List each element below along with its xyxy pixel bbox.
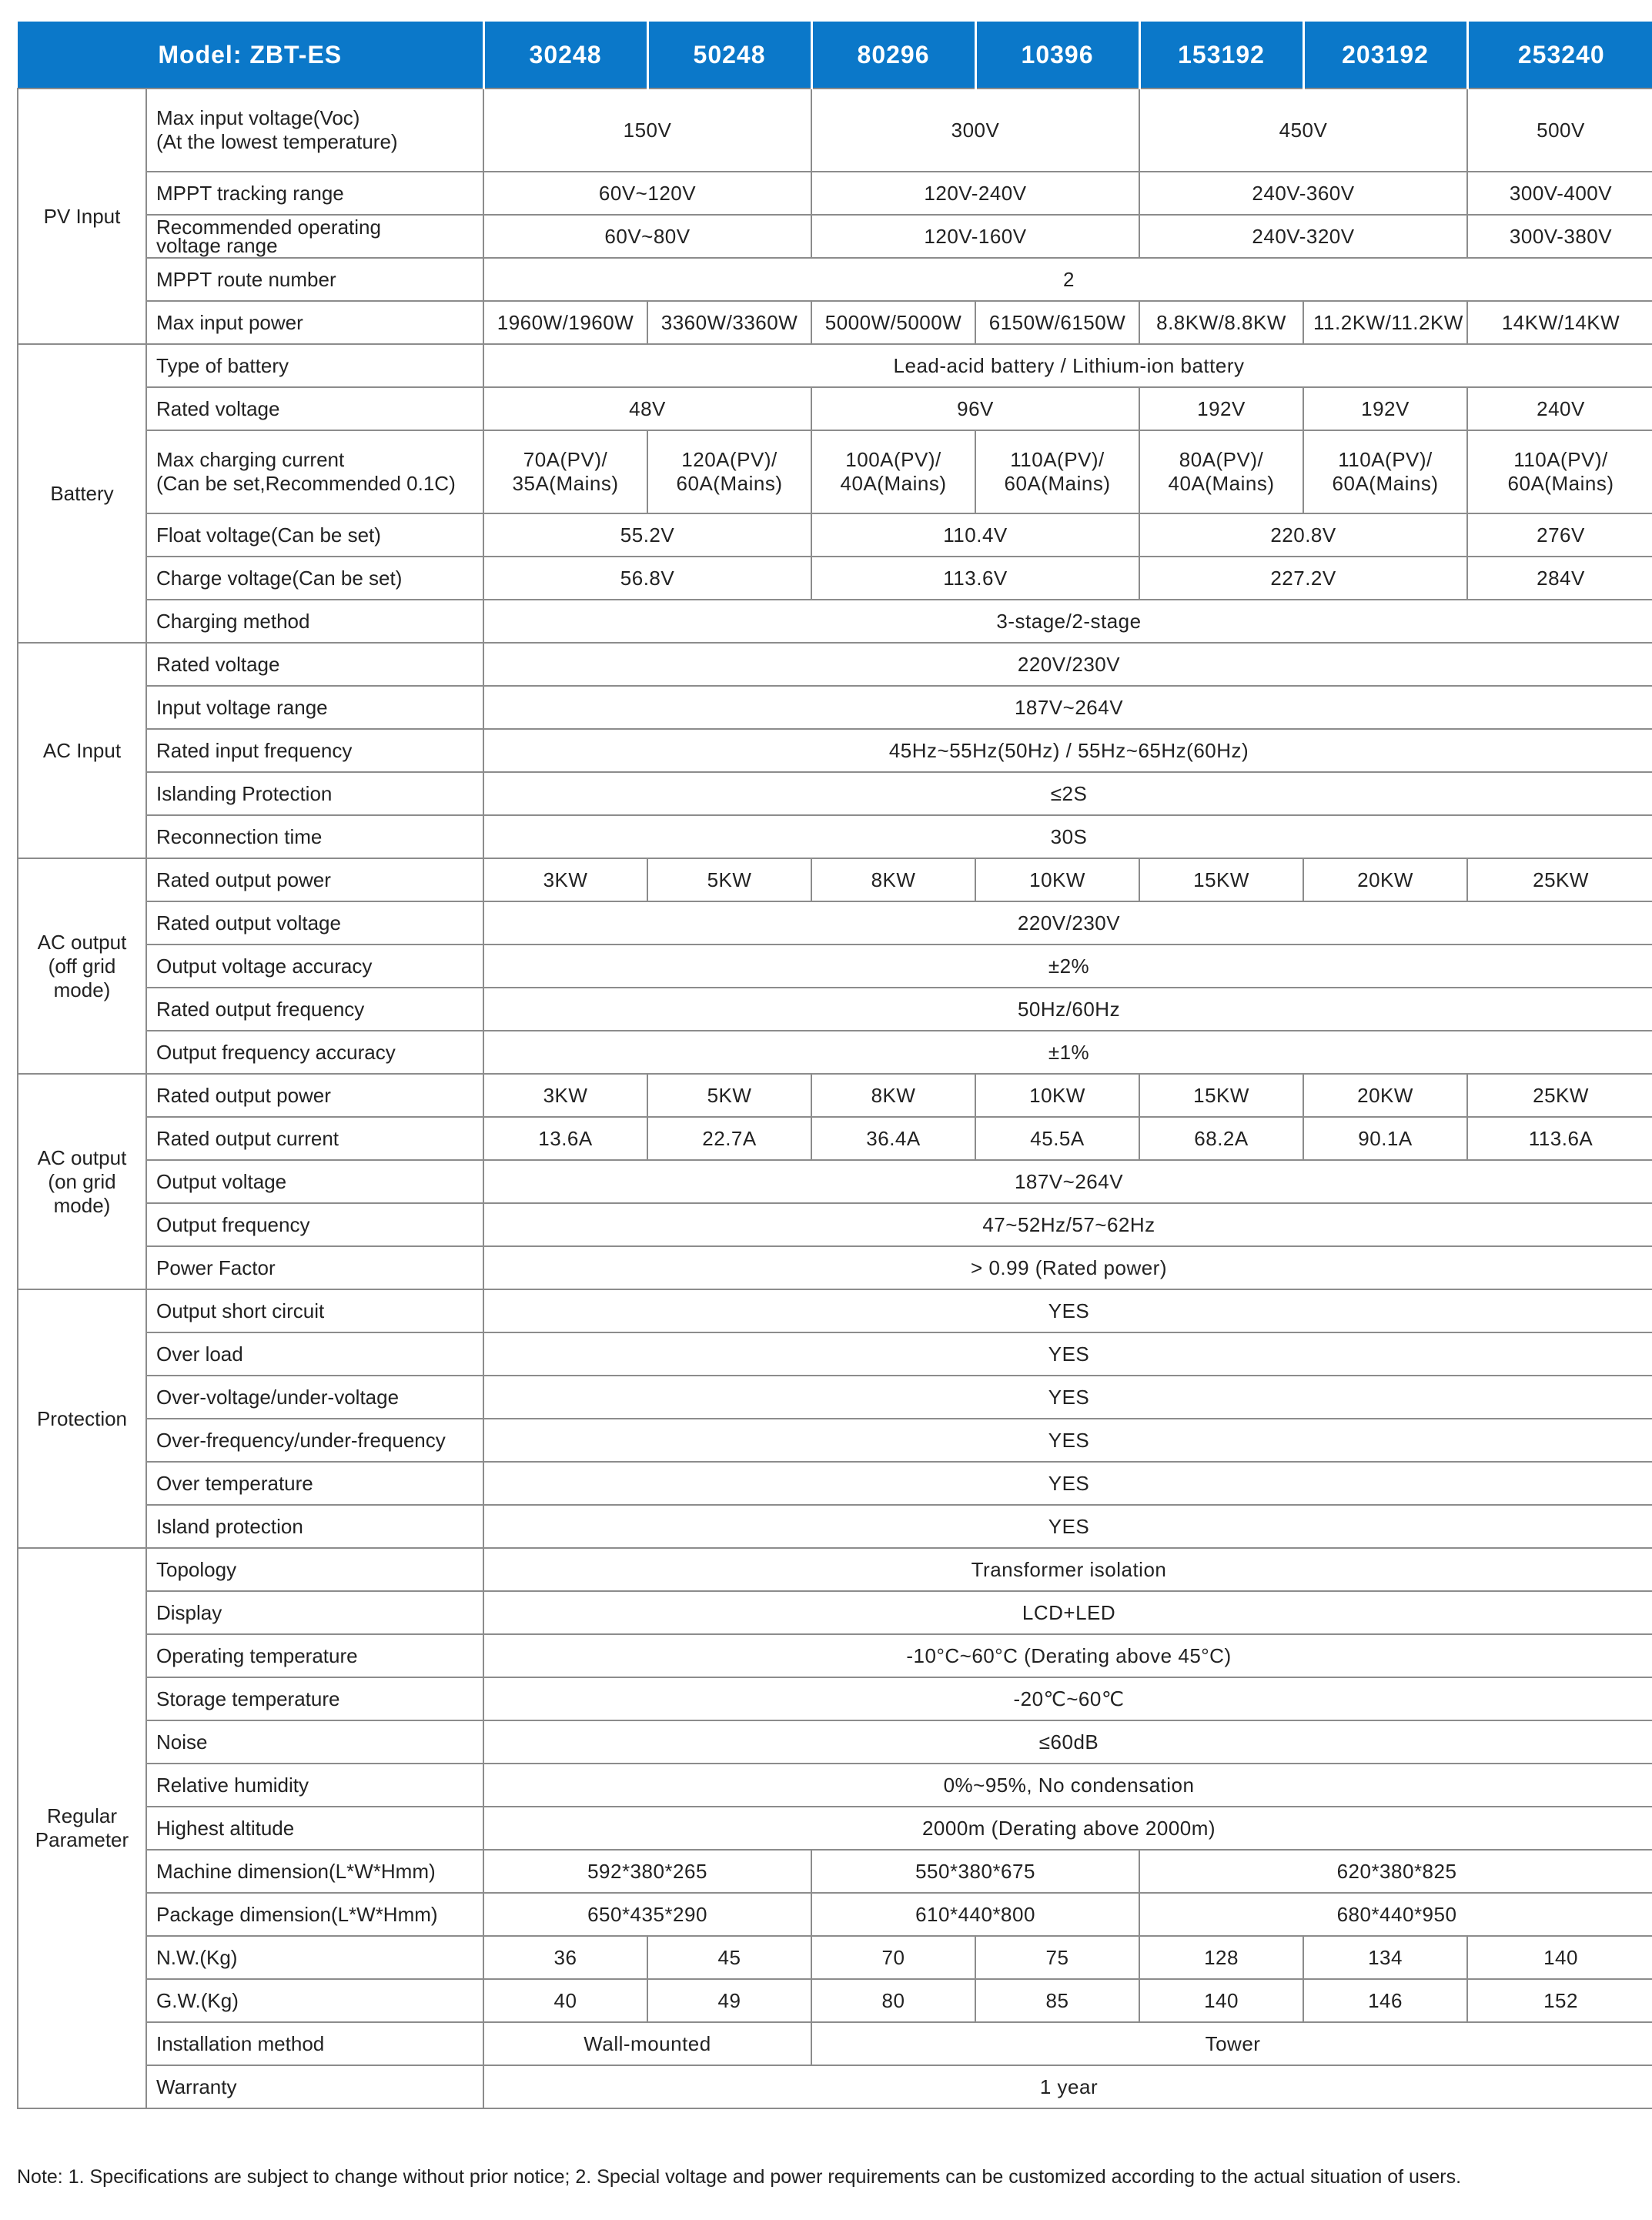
group-label: Regular Parameter xyxy=(18,1548,146,2108)
spec-row xyxy=(18,600,1652,643)
spec-row xyxy=(18,1677,1652,1720)
param-label: Over temperature xyxy=(146,1462,483,1505)
value-cell: 36.4A xyxy=(811,1117,975,1160)
value-cell: 20KW xyxy=(1303,1074,1467,1117)
param-label: Output frequency accuracy xyxy=(146,1031,483,1074)
param-label: Highest altitude xyxy=(146,1807,483,1850)
model-header: 153192 xyxy=(1139,22,1303,89)
spec-row xyxy=(18,215,1652,258)
spec-row xyxy=(18,430,1652,513)
value-cell: 45.5A xyxy=(975,1117,1139,1160)
value-cell: 140 xyxy=(1467,1936,1652,1979)
value-cell: 610*440*800 xyxy=(811,1893,1139,1936)
spec-row xyxy=(18,1764,1652,1807)
group-label: Battery xyxy=(18,344,146,643)
value-cell: 45Hz~55Hz(50Hz) / 55Hz~65Hz(60Hz) xyxy=(483,729,1652,772)
param-label: Max input voltage(Voc) (At the lowest temperature) xyxy=(146,89,483,172)
spec-row xyxy=(18,1289,1652,1332)
value-cell: 3KW xyxy=(483,1074,647,1117)
value-cell: 276V xyxy=(1467,513,1652,557)
spec-row xyxy=(18,1634,1652,1677)
value-cell: 49 xyxy=(647,1979,811,2022)
param-label: Package dimension(L*W*Hmm) xyxy=(146,1893,483,1936)
param-label: Max input power xyxy=(146,301,483,344)
value-cell: YES xyxy=(483,1376,1652,1419)
value-cell: YES xyxy=(483,1505,1652,1548)
spec-row xyxy=(18,344,1652,387)
value-cell: 3-stage/2-stage xyxy=(483,600,1652,643)
value-cell: 5KW xyxy=(647,858,811,901)
value-cell: 300V-380V xyxy=(1467,215,1652,258)
value-cell: 11.2KW/11.2KW xyxy=(1303,301,1467,344)
value-cell: 550*380*675 xyxy=(811,1850,1139,1893)
value-cell: 13.6A xyxy=(483,1117,647,1160)
spec-row xyxy=(18,301,1652,344)
value-cell: 60V~120V xyxy=(483,172,811,215)
value-cell: 6150W/6150W xyxy=(975,301,1139,344)
spec-row xyxy=(18,1807,1652,1850)
group-label: AC output (off grid mode) xyxy=(18,858,146,1074)
value-cell: 1 year xyxy=(483,2065,1652,2108)
value-cell: 120V-160V xyxy=(811,215,1139,258)
value-cell: 14KW/14KW xyxy=(1467,301,1652,344)
value-cell: 5KW xyxy=(647,1074,811,1117)
spec-row xyxy=(18,1548,1652,1591)
param-label: Noise xyxy=(146,1720,483,1764)
param-label: Power Factor xyxy=(146,1246,483,1289)
value-cell: 25KW xyxy=(1467,1074,1652,1117)
value-cell: YES xyxy=(483,1419,1652,1462)
value-cell: 187V~264V xyxy=(483,1160,1652,1203)
value-cell: 100A(PV)/ 40A(Mains) xyxy=(811,430,975,513)
value-cell: 110A(PV)/ 60A(Mains) xyxy=(1303,430,1467,513)
value-cell: 15KW xyxy=(1139,1074,1303,1117)
param-label: Over load xyxy=(146,1332,483,1376)
param-label: Rated output power xyxy=(146,1074,483,1117)
value-cell: -10°C~60°C (Derating above 45°C) xyxy=(483,1634,1652,1677)
value-cell: 192V xyxy=(1139,387,1303,430)
value-cell: 2 xyxy=(483,258,1652,301)
value-cell: 120V-240V xyxy=(811,172,1139,215)
spec-row xyxy=(18,1979,1652,2022)
spec-sheet xyxy=(17,22,1652,2109)
spec-row xyxy=(18,1160,1652,1203)
value-cell: > 0.99 (Rated power) xyxy=(483,1246,1652,1289)
spec-row xyxy=(18,1893,1652,1936)
model-header: 253240 xyxy=(1467,22,1652,89)
value-cell: 1960W/1960W xyxy=(483,301,647,344)
value-cell: 192V xyxy=(1303,387,1467,430)
spec-row xyxy=(18,1074,1652,1117)
spec-row xyxy=(18,1031,1652,1074)
value-cell: 8.8KW/8.8KW xyxy=(1139,301,1303,344)
group-label: AC output (on grid mode) xyxy=(18,1074,146,1289)
param-label: G.W.(Kg) xyxy=(146,1979,483,2022)
value-cell: 50Hz/60Hz xyxy=(483,988,1652,1031)
value-cell: 240V-320V xyxy=(1139,215,1467,258)
value-cell: 113.6V xyxy=(811,557,1139,600)
value-cell: 70 xyxy=(811,1936,975,1979)
value-cell: 40 xyxy=(483,1979,647,2022)
value-cell: 48V xyxy=(483,387,811,430)
param-label: Charge voltage(Can be set) xyxy=(146,557,483,600)
param-label: Machine dimension(L*W*Hmm) xyxy=(146,1850,483,1893)
value-cell: 500V xyxy=(1467,89,1652,172)
param-label: Output short circuit xyxy=(146,1289,483,1332)
footnote: Note: 1. Specifications are subject to change without prior notice; 2. Special voltage and power requirements can be customized according to the actual situation of users. xyxy=(17,2166,1462,2188)
spec-row xyxy=(18,815,1652,858)
spec-table-body xyxy=(18,89,1652,2108)
group-label: PV Input xyxy=(18,89,146,344)
spec-row xyxy=(18,2022,1652,2065)
value-cell: ±2% xyxy=(483,945,1652,988)
value-cell: 3KW xyxy=(483,858,647,901)
value-cell: 22.7A xyxy=(647,1117,811,1160)
value-cell: 96V xyxy=(811,387,1139,430)
spec-row xyxy=(18,1720,1652,1764)
value-cell: YES xyxy=(483,1462,1652,1505)
value-cell: 152 xyxy=(1467,1979,1652,2022)
value-cell: 113.6A xyxy=(1467,1117,1652,1160)
value-cell: 80 xyxy=(811,1979,975,2022)
param-label: Island protection xyxy=(146,1505,483,1548)
value-cell: 36 xyxy=(483,1936,647,1979)
model-header: 30248 xyxy=(483,22,647,89)
spec-row xyxy=(18,258,1652,301)
param-label: Type of battery xyxy=(146,344,483,387)
param-label: Output frequency xyxy=(146,1203,483,1246)
value-cell: 300V-400V xyxy=(1467,172,1652,215)
param-label: Rated output power xyxy=(146,858,483,901)
spec-row xyxy=(18,513,1652,557)
param-label: Over-frequency/under-frequency xyxy=(146,1419,483,1462)
value-cell: 450V xyxy=(1139,89,1467,172)
value-cell: 3360W/3360W xyxy=(647,301,811,344)
value-cell: 220.8V xyxy=(1139,513,1467,557)
value-cell: 150V xyxy=(483,89,811,172)
param-label: Recommended operating voltage range xyxy=(146,215,483,258)
spec-row xyxy=(18,1246,1652,1289)
model-header: 50248 xyxy=(647,22,811,89)
param-label: Max charging current (Can be set,Recommended 0.1C) xyxy=(146,430,483,513)
spec-row xyxy=(18,2065,1652,2108)
value-cell: 75 xyxy=(975,1936,1139,1979)
param-label: Rated voltage xyxy=(146,643,483,686)
value-cell: Wall-mounted xyxy=(483,2022,811,2065)
param-label: Relative humidity xyxy=(146,1764,483,1807)
value-cell: 25KW xyxy=(1467,858,1652,901)
param-label: Rated voltage xyxy=(146,387,483,430)
param-label: Installation method xyxy=(146,2022,483,2065)
param-label: Rated input frequency xyxy=(146,729,483,772)
value-cell: 284V xyxy=(1467,557,1652,600)
value-cell: LCD+LED xyxy=(483,1591,1652,1634)
param-label: MPPT route number xyxy=(146,258,483,301)
group-label: AC Input xyxy=(18,643,146,858)
value-cell: Lead-acid battery / Lithium-ion battery xyxy=(483,344,1652,387)
value-cell: Transformer isolation xyxy=(483,1548,1652,1591)
model-label: Model: ZBT-ES xyxy=(18,22,483,89)
spec-row xyxy=(18,729,1652,772)
param-label: Rated output voltage xyxy=(146,901,483,945)
param-label: MPPT tracking range xyxy=(146,172,483,215)
value-cell: 227.2V xyxy=(1139,557,1467,600)
value-cell: 134 xyxy=(1303,1936,1467,1979)
value-cell: YES xyxy=(483,1332,1652,1376)
spec-row xyxy=(18,1591,1652,1634)
value-cell: 8KW xyxy=(811,1074,975,1117)
group-label: Protection xyxy=(18,1289,146,1548)
value-cell: 0%~95%, No condensation xyxy=(483,1764,1652,1807)
value-cell: 300V xyxy=(811,89,1139,172)
value-cell: 30S xyxy=(483,815,1652,858)
spec-row xyxy=(18,1936,1652,1979)
value-cell: 47~52Hz/57~62Hz xyxy=(483,1203,1652,1246)
spec-table xyxy=(17,22,1652,2109)
value-cell: 650*435*290 xyxy=(483,1893,811,1936)
value-cell: ≤2S xyxy=(483,772,1652,815)
value-cell: 240V-360V xyxy=(1139,172,1467,215)
param-label: Warranty xyxy=(146,2065,483,2108)
value-cell: 56.8V xyxy=(483,557,811,600)
spec-row xyxy=(18,988,1652,1031)
model-header: 10396 xyxy=(975,22,1139,89)
value-cell: 128 xyxy=(1139,1936,1303,1979)
value-cell: 240V xyxy=(1467,387,1652,430)
value-cell: 110A(PV)/ 60A(Mains) xyxy=(975,430,1139,513)
spec-row xyxy=(18,387,1652,430)
value-cell: 20KW xyxy=(1303,858,1467,901)
param-label: Display xyxy=(146,1591,483,1634)
value-cell: YES xyxy=(483,1289,1652,1332)
value-cell: 220V/230V xyxy=(483,901,1652,945)
spec-row xyxy=(18,557,1652,600)
param-label: Input voltage range xyxy=(146,686,483,729)
value-cell: 620*380*825 xyxy=(1139,1850,1652,1893)
value-cell: ≤60dB xyxy=(483,1720,1652,1764)
param-label: Float voltage(Can be set) xyxy=(146,513,483,557)
param-label: Rated output current xyxy=(146,1117,483,1160)
value-cell: 5000W/5000W xyxy=(811,301,975,344)
spec-row xyxy=(18,1505,1652,1548)
value-cell: 140 xyxy=(1139,1979,1303,2022)
spec-row xyxy=(18,1117,1652,1160)
spec-row xyxy=(18,1203,1652,1246)
param-label: Output voltage accuracy xyxy=(146,945,483,988)
spec-row xyxy=(18,858,1652,901)
spec-row xyxy=(18,1850,1652,1893)
param-label: Charging method xyxy=(146,600,483,643)
spec-row xyxy=(18,772,1652,815)
spec-row xyxy=(18,89,1652,172)
spec-row xyxy=(18,686,1652,729)
value-cell: 2000m (Derating above 2000m) xyxy=(483,1807,1652,1850)
param-label: Output voltage xyxy=(146,1160,483,1203)
value-cell: 187V~264V xyxy=(483,686,1652,729)
value-cell: 220V/230V xyxy=(483,643,1652,686)
value-cell: 55.2V xyxy=(483,513,811,557)
value-cell: 8KW xyxy=(811,858,975,901)
value-cell: 110.4V xyxy=(811,513,1139,557)
model-header: 80296 xyxy=(811,22,975,89)
param-label: N.W.(Kg) xyxy=(146,1936,483,1979)
param-label: Islanding Protection xyxy=(146,772,483,815)
spec-row xyxy=(18,172,1652,215)
value-cell: 10KW xyxy=(975,858,1139,901)
model-header: 203192 xyxy=(1303,22,1467,89)
param-label: Operating temperature xyxy=(146,1634,483,1677)
value-cell: 15KW xyxy=(1139,858,1303,901)
value-cell: 90.1A xyxy=(1303,1117,1467,1160)
spec-row xyxy=(18,1376,1652,1419)
spec-row xyxy=(18,1332,1652,1376)
value-cell: 70A(PV)/ 35A(Mains) xyxy=(483,430,647,513)
spec-row xyxy=(18,1419,1652,1462)
value-cell: 68.2A xyxy=(1139,1117,1303,1160)
value-cell: 60V~80V xyxy=(483,215,811,258)
param-label: Topology xyxy=(146,1548,483,1591)
spec-row xyxy=(18,945,1652,988)
value-cell: 680*440*950 xyxy=(1139,1893,1652,1936)
spec-row xyxy=(18,643,1652,686)
value-cell: ±1% xyxy=(483,1031,1652,1074)
spec-row xyxy=(18,901,1652,945)
value-cell: 80A(PV)/ 40A(Mains) xyxy=(1139,430,1303,513)
header-row xyxy=(18,22,1652,89)
value-cell: 45 xyxy=(647,1936,811,1979)
value-cell: Tower xyxy=(811,2022,1652,2065)
value-cell: 120A(PV)/ 60A(Mains) xyxy=(647,430,811,513)
value-cell: 10KW xyxy=(975,1074,1139,1117)
value-cell: 110A(PV)/ 60A(Mains) xyxy=(1467,430,1652,513)
param-label: Reconnection time xyxy=(146,815,483,858)
param-label: Over-voltage/under-voltage xyxy=(146,1376,483,1419)
param-label: Storage temperature xyxy=(146,1677,483,1720)
value-cell: 146 xyxy=(1303,1979,1467,2022)
value-cell: 592*380*265 xyxy=(483,1850,811,1893)
value-cell: 85 xyxy=(975,1979,1139,2022)
param-label: Rated output frequency xyxy=(146,988,483,1031)
value-cell: -20℃~60℃ xyxy=(483,1677,1652,1720)
spec-row xyxy=(18,1462,1652,1505)
